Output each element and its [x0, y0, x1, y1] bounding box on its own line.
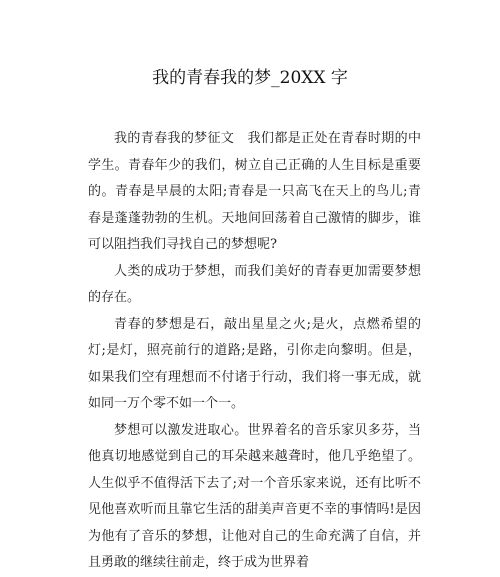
document-title: 我的青春我的梦_20XX 字 [152, 68, 348, 88]
paragraph: 人类的成功于梦想，而我们美好的青春更加需要梦想的存在。 [88, 263, 421, 305]
document-body [88, 126, 421, 577]
paragraph: 青春的梦想是石，敲出星星之火;是火，点燃希望的灯;是灯，照亮前行的道路;是路，引你走向黎明。但是，如果我们空有理想而不付诸于行动，我们将一事无成，就如同一万个零不如一个一。 [88, 316, 421, 411]
paragraph: 梦想可以激发进取心。世界着名的音乐家贝多芬，当他真切地感觉到自己的耳朵越来越聋时，他几乎绝望了。人生似乎不值得活下去了;对一个音乐家来说，还有比听不见他喜欢听而且靠它生活的甜美声音更不幸的事情吗!是因为他有了音乐的梦想，让他对自己的生命充满了自信，并且勇敢的继续往前走，终于成为世界着 [88, 422, 421, 570]
paragraph: 我的青春我的梦征文 我们都是正处在青春时期的中学生。青春年少的我们，树立自己正确的人生目标是重要的。青春是早晨的太阳;青春是一只高飞在天上的鸟儿;青春是蓬蓬勃勃的生机。天地间回荡着自己激情的脚步，谁可以阻挡我们寻找自己的梦想呢? [88, 131, 421, 252]
